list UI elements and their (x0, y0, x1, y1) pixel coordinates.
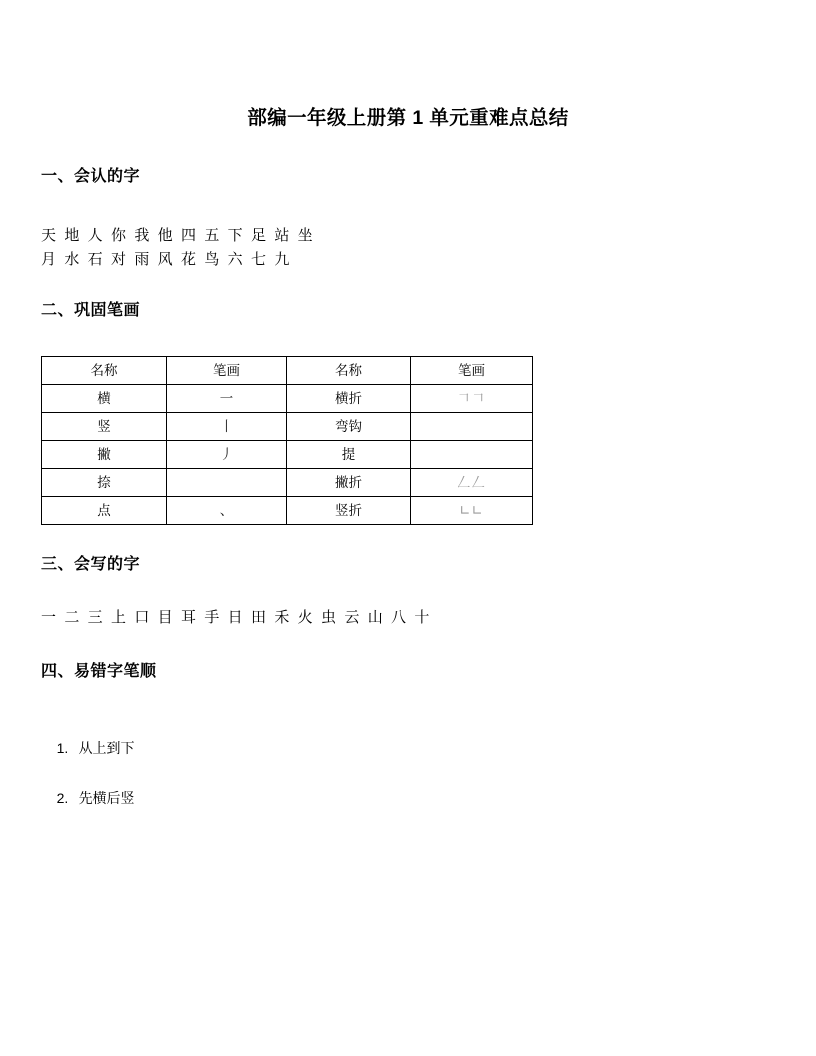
list-item-number: 1. (56, 740, 69, 756)
table-row (42, 441, 533, 469)
stroke-name-right: 提 (287, 441, 411, 469)
stroke-mark-left: 丿 (167, 441, 287, 469)
stroke-mark-right (411, 413, 533, 441)
recognize-char-row-1: 天 地 人 你 我 他 四 五 下 足 站 坐 (41, 227, 313, 244)
list-item-label: 先横后竖 (78, 790, 135, 806)
stroke-table (41, 356, 533, 525)
table-header-cell: 笔画 (167, 357, 287, 385)
table-row (42, 385, 533, 413)
stroke-name-left: 撇 (42, 441, 167, 469)
page-title: 部编一年级上册第 1 单元重难点总结 (247, 107, 569, 129)
section-heading-strokes: 二、巩固笔画 (41, 302, 141, 319)
stroke-mark-left: 丨 (167, 413, 287, 441)
list-item (41, 765, 135, 831)
table-row (42, 497, 533, 525)
section-heading-write: 三、会写的字 (41, 556, 141, 573)
table-row (42, 469, 533, 497)
stroke-mark-right (411, 441, 533, 469)
list-item-number: 2. (56, 790, 69, 806)
stroke-name-left: 竖 (42, 413, 167, 441)
stroke-name-left: 点 (42, 497, 167, 525)
stroke-name-right: 横折 (287, 385, 411, 413)
stroke-name-right: 弯钩 (287, 413, 411, 441)
stroke-mark-left: 、 (167, 497, 287, 525)
write-char-row-1: 一 二 三 上 口 目 耳 手 日 田 禾 火 虫 云 山 八 十 (41, 609, 430, 626)
stroke-name-right: 竖折 (287, 497, 411, 525)
stroke-name-left: 捺 (42, 469, 167, 497)
stroke-mark-left: 一 (167, 385, 287, 413)
stroke-mark-left (167, 469, 287, 497)
stroke-name-left: 横 (42, 385, 167, 413)
recognize-char-row-2: 月 水 石 对 雨 风 花 鸟 六 七 九 (41, 251, 290, 268)
list-item-label: 从上到下 (78, 740, 135, 756)
section-heading-recognize: 一、会认的字 (41, 168, 141, 185)
table-row (42, 413, 533, 441)
stroke-mark-right: 𠃍𠃍 (411, 385, 533, 413)
stroke-mark-right: ∟∟ (411, 497, 533, 525)
section-heading-stroke-order: 四、易错字笔顺 (41, 663, 157, 680)
table-header-cell: 笔画 (411, 357, 533, 385)
table-header-cell: 名称 (287, 357, 411, 385)
table-header-row (42, 357, 533, 385)
stroke-mark-right: 𠃋𠃋 (411, 469, 533, 497)
stroke-name-right: 撇折 (287, 469, 411, 497)
table-header-cell: 名称 (42, 357, 167, 385)
